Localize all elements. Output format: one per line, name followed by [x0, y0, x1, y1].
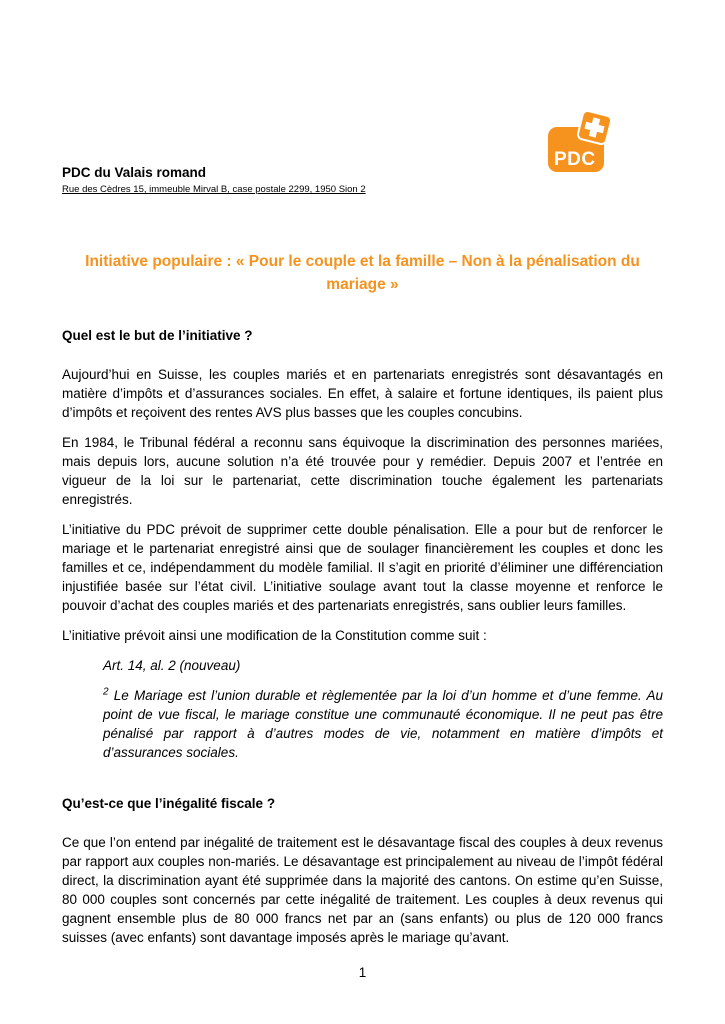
- pdc-logo-text: PDC: [554, 149, 596, 170]
- paragraph: En 1984, le Tribunal fédéral a reconnu sans équivoque la discrimination des personnes mariées, mais depuis lors, aucune solution n’a été trouvée pour y remédier. Depuis 2007 et l’entrée en vigueur de la loi sur le partenariat, cette discrimination touche également les partenariats enregistrés.: [62, 435, 663, 507]
- constitution-article-text: [103, 686, 663, 762]
- paragraph: Ce que l’on entend par inégalité de traitement est le désavantage fiscal des couples à deux revenus par rapport aux couples non-mariés. Le désavantage est principalement au niveau de l’impôt fédéral direct, la discrimination ayant été supprimée dans la majorité des cantons. On estime qu’en Suisse, 80 000 couples sont concernés par cette inégalité de traitement. Les couples à deux revenus qui gagnent ensemble plus de 80 000 francs net par an (sans enfants) ou plus de 120 000 francs suisses (avec enfants) sont davantage imposés après le mariage qu’avant.: [62, 835, 663, 945]
- org-address: Rue des Cèdres 15, immeuble Mirval B, case postale 2299, 1950 Sion 2: [62, 184, 366, 195]
- section-heading-but-initiative: Quel est le but de l’initiative ?: [62, 328, 253, 343]
- paragraph: L’initiative du PDC prévoit de supprimer cette double pénalisation. Elle a pour but de renforcer le mariage et le partenariat enregistré ainsi que de soulager financièrement les couples et donc les familles et ce, indépendamment du modèle familial. Il s’agit en priorité d’éliminer une différenciation injustifiée basée sur l’état civil. L’initiative soulage avant tout la classe moyenne et renforce le pouvoir d’achat des couples mariés et des partenariats enregistrés, sans oublier leurs familles.: [62, 522, 663, 613]
- article-body: Le Mariage est l’union durable et règlementée par la loi d’un homme et d’une femme. Au point de vue fiscal, le mariage constitue une communauté économique. Il ne peut pas être pénalisé par rapport à d’autres modes de vie, notamment en matière d’impôts et d’assurances sociales.: [103, 688, 663, 760]
- paragraph: L’initiative prévoit ainsi une modification de la Constitution comme suit :: [62, 628, 487, 643]
- article-alinea-superscript: 2: [103, 686, 109, 698]
- document-title: Initiative populaire : « Pour le couple et la famille – Non à la pénalisation du mariage »: [85, 253, 640, 293]
- constitution-article-reference: Art. 14, al. 2 (nouveau): [103, 658, 241, 673]
- page-number: 1: [358, 965, 367, 980]
- section-heading-inegalite-fiscale: Qu’est-ce que l’inégalité fiscale ?: [62, 796, 276, 811]
- pdc-logo: [548, 112, 612, 176]
- org-name: PDC du Valais romand: [62, 165, 207, 180]
- paragraph: Aujourd’hui en Suisse, les couples mariés et en partenariats enregistrés sont désavantagés en matière d’impôts et d’assurances sociales. En effet, à salaire et fortune identiques, ils paient plus d’impôts et reçoivent des rentes AVS plus basses que les couples concubins.: [62, 367, 663, 420]
